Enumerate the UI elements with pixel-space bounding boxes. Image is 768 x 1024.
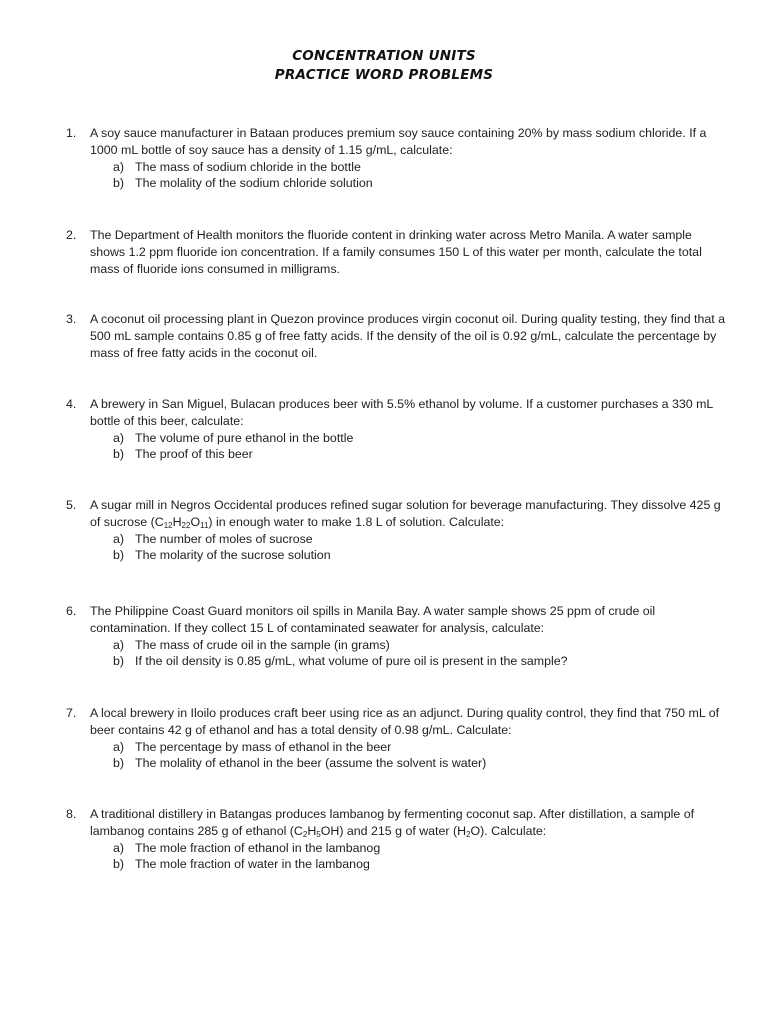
sub-question-text: The volume of pure ethanol in the bottle [135, 430, 354, 445]
sub-question-a [113, 637, 726, 654]
formula-subscript: 11 [200, 520, 209, 530]
sub-question-letter: b) [113, 548, 125, 563]
problem-number: 4. [66, 397, 77, 411]
problem-text-part: ). Calculate: [480, 823, 547, 838]
problem-text: A soy sauce manufacturer in Bataan produces premium soy sauce containing 20% by mass sodium chloride. If a 1000 mL bottle of soy sauce has a density of 1.15 g/mL, calculate: [90, 126, 707, 157]
sub-question-list [66, 531, 726, 565]
sub-question-text: The mass of sodium chloride in the bottle [135, 159, 361, 174]
sub-question-letter: a) [113, 739, 125, 754]
sub-question-list [66, 840, 726, 874]
sucrose-formula: $C_{12}H_{22}O_{11}$ [154, 514, 209, 530]
sub-question-text: The proof of this beer [135, 447, 253, 462]
problem-text [90, 497, 726, 531]
problem-2 [66, 227, 726, 277]
sub-question-text: The number of moles of sucrose [135, 531, 313, 546]
sub-question-list [66, 637, 726, 671]
formula-subscript: 2 [302, 829, 308, 839]
problem-number: 3. [66, 312, 77, 326]
problem-text: The Philippine Coast Guard monitors oil spills in Manila Bay. A water sample shows 25 ppm of crude oil contamination. If they collect 15 L of contaminated seawater for analysis, calculate: [90, 604, 656, 635]
problem-7 [66, 705, 726, 772]
problem-text-part: ) and 215 g of water ( [339, 823, 458, 838]
formula-subscript: 2 [466, 829, 471, 839]
water-formula: $H_2O$ [457, 823, 481, 839]
sub-question-letter: a) [113, 531, 125, 546]
sub-question-b [113, 856, 726, 873]
sub-question-letter: b) [113, 654, 125, 669]
problem-text: A coconut oil processing plant in Quezon province produces virgin coconut oil. During quality testing, they find that a 500 mL sample contains 0.85 g of free fatty acids. If the density of the oil is 0.92 g/mL, calculate the percentage by mass of free fatty acids in the coconut oil. [90, 312, 726, 360]
worksheet-subtitle: PRACTICE WORD PROBLEMS [274, 67, 494, 83]
sub-question-a [113, 531, 726, 548]
problem-6 [66, 603, 726, 670]
sub-question-a [113, 430, 726, 447]
sub-question-text: The percentage by mass of ethanol in the beer [135, 739, 392, 754]
sub-question-letter: a) [113, 430, 125, 445]
problem-text: A brewery in San Miguel, Bulacan produces beer with 5.5% ethanol by volume. If a customer purchases a 330 mL bottle of this beer, calculate: [90, 397, 713, 428]
sub-question-letter: a) [113, 840, 125, 855]
problem-number: 7. [66, 706, 77, 720]
sub-question-b [113, 446, 726, 463]
ethanol-formula: $C_2H_5OH$ [293, 823, 340, 839]
problem-5 [66, 497, 726, 564]
problem-number: 8. [66, 807, 77, 821]
sub-question-b [113, 175, 726, 192]
sub-question-text: The molarity of the sucrose solution [135, 548, 331, 563]
sub-question-text: The mole fraction of ethanol in the lambanog [135, 840, 381, 855]
sub-question-text: The mass of crude oil in the sample (in grams) [135, 637, 390, 652]
problem-1 [66, 125, 726, 192]
problem-text-part: ) in enough water to make 1.8 L of solution. Calculate: [208, 514, 505, 529]
sub-question-a [113, 159, 726, 176]
problem-text-part: A traditional distillery in Batangas produces lambanog by fermenting coconut sap. After distillation, a sample of lambanog contains 285 g of ethanol ( [90, 807, 695, 838]
worksheet-title: CONCENTRATION UNITS [292, 48, 476, 64]
problem-number: 1. [66, 126, 77, 140]
sub-question-b [113, 547, 726, 564]
sub-question-a [113, 840, 726, 857]
problem-number: 2. [66, 228, 77, 242]
sub-question-a [113, 739, 726, 756]
problem-text: A local brewery in Iloilo produces craft beer using rice as an adjunct. During quality control, they find that 750 mL of beer contains 42 g of ethanol and has a total density of 0.98 g/mL. Calculate: [90, 706, 720, 737]
sub-question-letter: b) [113, 176, 125, 191]
problem-text-part: A sugar mill in Negros Occidental produces refined sugar solution for beverage manufacturing. They dissolve 425 g of sucrose ( [90, 498, 721, 529]
problem-4 [66, 396, 726, 463]
sub-question-b [113, 755, 726, 772]
problem-text: The Department of Health monitors the fluoride content in drinking water across Metro Manila. A water sample shows 1.2 ppm fluoride ion concentration. If a family consumes 150 L of this water per month, calculate the total mass of fluoride ions consumed in milligrams. [90, 228, 702, 276]
sub-question-letter: a) [113, 159, 125, 174]
problem-number: 6. [66, 604, 77, 618]
sub-question-b [113, 653, 726, 670]
sub-question-text: If the oil density is 0.85 g/mL, what volume of pure oil is present in the sample? [135, 654, 568, 669]
sub-question-list [66, 159, 726, 193]
problem-8 [66, 806, 726, 873]
problem-number: 5. [66, 498, 77, 512]
sub-question-letter: b) [113, 756, 125, 771]
sub-question-text: The mole fraction of water in the lambanog [135, 857, 370, 872]
formula-subscript: 22 [181, 520, 191, 530]
problem-text [90, 806, 726, 840]
formula-subscript: 12 [163, 520, 173, 530]
sub-question-list [66, 430, 726, 464]
sub-question-text: The molality of ethanol in the beer (assume the solvent is water) [135, 756, 487, 771]
formula-subscript: 5 [316, 829, 321, 839]
sub-question-letter: b) [113, 447, 125, 462]
sub-question-text: The molality of the sodium chloride solution [135, 176, 373, 191]
sub-question-letter: a) [113, 637, 125, 652]
problem-3 [66, 311, 726, 361]
sub-question-list [66, 739, 726, 773]
sub-question-letter: b) [113, 857, 125, 872]
